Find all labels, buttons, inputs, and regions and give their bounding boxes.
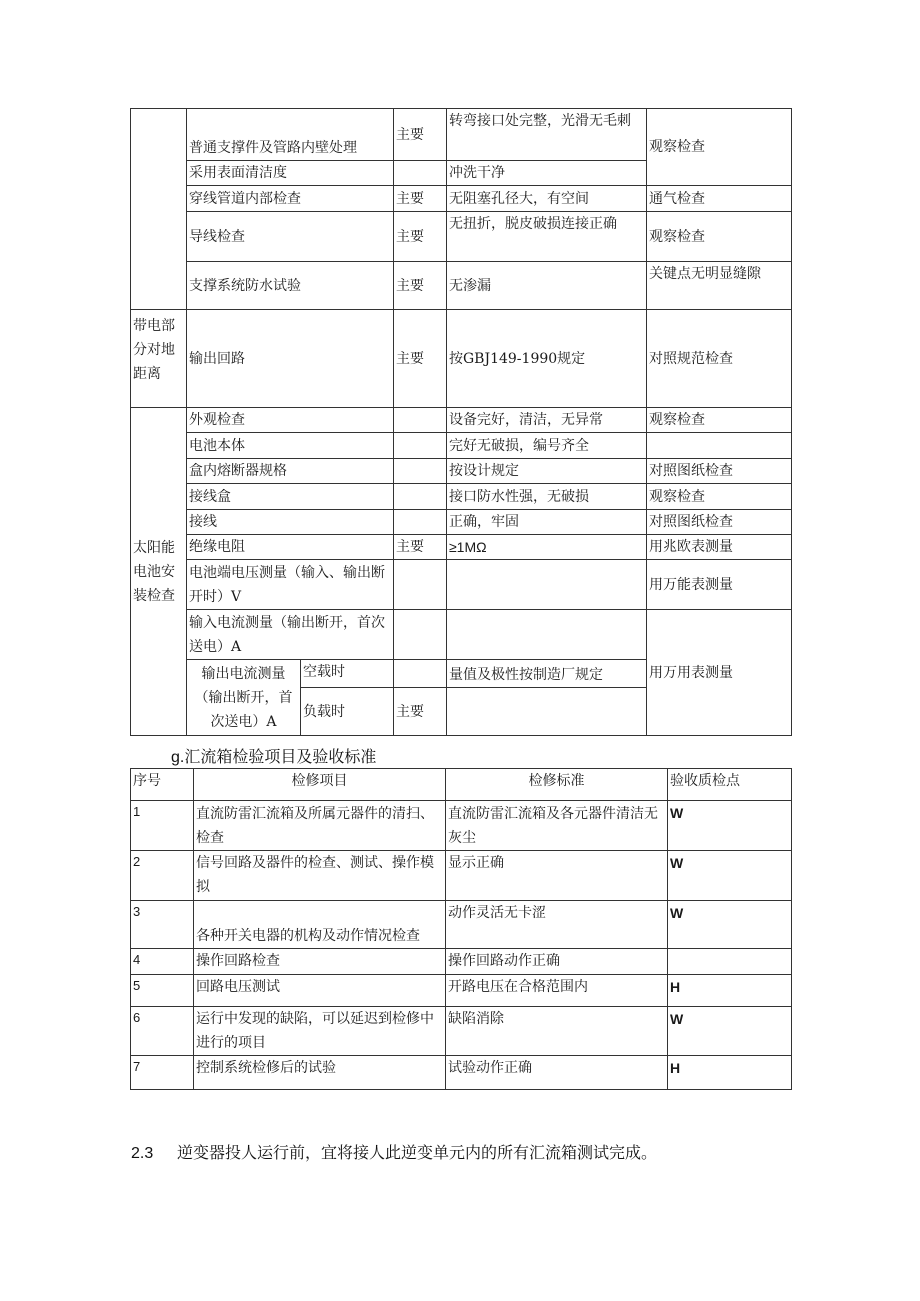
- level-cell: 主要: [394, 262, 447, 310]
- row-no: 3: [131, 901, 194, 949]
- row-item: 信号回路及器件的检查、测试、操作模拟: [194, 851, 446, 901]
- item-cell: 穿线管道内部检查: [187, 186, 394, 212]
- row-standard: 试验动作正确: [446, 1056, 668, 1090]
- note-number: 2.3: [131, 1145, 154, 1162]
- method-cell: 关键点无明显缝隙: [647, 262, 792, 310]
- row-checkpoint: W: [668, 1007, 792, 1056]
- row-standard: 缺陷消除: [446, 1007, 668, 1056]
- standard-cell: 无渗漏: [447, 262, 647, 310]
- standard-cell: 按设计规定: [447, 459, 647, 484]
- level-cell: 主要: [394, 310, 447, 408]
- item-cell: 普通支撑件及管路内壁处理: [187, 109, 394, 161]
- item-cell: 电池本体: [187, 433, 394, 459]
- item-cell-output-current: 输出电流测量（输出断开，首次送电）A: [187, 660, 301, 736]
- level-cell: 主要: [394, 212, 447, 262]
- header-checkpoint: 验收质检点: [668, 769, 792, 801]
- section-g-title: g.汇流箱检验项目及验收标准: [171, 749, 377, 766]
- method-cell: 对照图纸检查: [647, 510, 792, 535]
- level-cell: 主要: [394, 109, 447, 161]
- item-cell: 接线盒: [187, 484, 394, 510]
- level-cell: [394, 433, 447, 459]
- level-cell: [394, 484, 447, 510]
- level-cell: [394, 660, 447, 688]
- method-cell: 对照规范检查: [647, 310, 792, 408]
- row-item: 直流防雷汇流箱及所属元器件的清扫、检查: [194, 801, 446, 851]
- row-no: 2: [131, 851, 194, 901]
- no-load-cell: 空载时: [301, 660, 394, 688]
- row-checkpoint: H: [668, 975, 792, 1007]
- level-cell: [394, 560, 447, 610]
- item-cell: 采用表面清洁度: [187, 161, 394, 186]
- row-item: 回路电压测试: [194, 975, 446, 1007]
- method-cell: 通气检查: [647, 186, 792, 212]
- note-paragraph: [131, 1140, 657, 1163]
- item-cell: 导线检查: [187, 212, 394, 262]
- item-cell: 支撑系统防水试验: [187, 262, 394, 310]
- full-load-cell: 负载时: [301, 688, 394, 736]
- item-cell: 绝缘电阻: [187, 535, 394, 560]
- row-no: 7: [131, 1056, 194, 1090]
- standard-cell: 完好无破损，编号齐全: [447, 433, 647, 459]
- row-checkpoint: W: [668, 851, 792, 901]
- standard-cell: [447, 688, 647, 736]
- group-cell-blank: [131, 109, 187, 310]
- level-cell: [394, 510, 447, 535]
- method-cell: 用兆欧表测量: [647, 535, 792, 560]
- standard-cell: 无阻塞孔径大，有空间: [447, 186, 647, 212]
- item-cell: 接线: [187, 510, 394, 535]
- level-cell: 主要: [394, 535, 447, 560]
- row-no: 5: [131, 975, 194, 1007]
- standard-cell: 按GBJ149-1990规定: [447, 310, 647, 408]
- row-item: 控制系统检修后的试验: [194, 1056, 446, 1090]
- row-standard: 显示正确: [446, 851, 668, 901]
- header-standard: 检修标准: [446, 769, 668, 801]
- level-cell: [394, 610, 447, 660]
- level-cell: 主要: [394, 688, 447, 736]
- note-text: 逆变器投人运行前，宜将接人此逆变单元内的所有汇流箱测试完成。: [177, 1145, 658, 1162]
- item-cell: 盒内熔断器规格: [187, 459, 394, 484]
- standard-cell: 无扭折，脱皮破损连接正确: [447, 212, 647, 262]
- row-checkpoint: W: [668, 801, 792, 851]
- row-item: 各种开关电器的机构及动作情况检查: [194, 901, 446, 949]
- header-item: 检修项目: [194, 769, 446, 801]
- row-standard: 动作灵活无卡涩: [446, 901, 668, 949]
- method-cell: 用万用表测量: [647, 610, 792, 736]
- level-cell: [394, 408, 447, 433]
- row-standard: 操作回路动作正确: [446, 949, 668, 975]
- item-cell-voltage: 电池端电压测量（输入、输出断开时）V: [187, 560, 394, 610]
- row-checkpoint: H: [668, 1056, 792, 1090]
- standard-cell: 接口防水性强，无破损: [447, 484, 647, 510]
- level-cell: [394, 459, 447, 484]
- row-item: 操作回路检查: [194, 949, 446, 975]
- row-no: 6: [131, 1007, 194, 1056]
- method-cell: 观察检查: [647, 212, 792, 262]
- standard-cell: ≥1MΩ: [447, 535, 647, 560]
- method-cell: 观察检查: [647, 408, 792, 433]
- combiner-box-table: [130, 768, 792, 1090]
- standard-cell: 量值及极性按制造厂规定: [447, 660, 647, 688]
- item-cell: 输出回路: [187, 310, 394, 408]
- standard-cell: 正确，牢固: [447, 510, 647, 535]
- level-cell: 主要: [394, 186, 447, 212]
- item-cell: 外观检查: [187, 408, 394, 433]
- row-standard: 开路电压在合格范围内: [446, 975, 668, 1007]
- method-cell: 用万能表测量: [647, 560, 792, 610]
- inspection-table-top: [130, 108, 792, 736]
- row-checkpoint: [668, 949, 792, 975]
- method-cell: 对照图纸检查: [647, 459, 792, 484]
- header-no: 序号: [131, 769, 194, 801]
- standard-cell: 冲洗干净: [447, 161, 647, 186]
- standard-cell: 设备完好，清洁，无异常: [447, 408, 647, 433]
- method-cell: [647, 433, 792, 459]
- standard-cell: 转弯接口处完整，光滑无毛刺: [447, 109, 647, 161]
- standard-cell: [447, 560, 647, 610]
- row-no: 1: [131, 801, 194, 851]
- item-cell-input-current: 输入电流测量（输出断开，首次送电）A: [187, 610, 394, 660]
- level-cell: [394, 161, 447, 186]
- row-item: 运行中发现的缺陷，可以延迟到检修中进行的项目: [194, 1007, 446, 1056]
- row-no: 4: [131, 949, 194, 975]
- group-cell-solar-install: 太阳能电池安装检查: [131, 408, 187, 736]
- standard-cell: [447, 610, 647, 660]
- row-standard: 直流防雷汇流箱及各元器件清洁无灰尘: [446, 801, 668, 851]
- row-checkpoint: W: [668, 901, 792, 949]
- method-cell: 观察检查: [647, 484, 792, 510]
- group-cell-ground-distance: 带电部分对地距离: [131, 310, 187, 408]
- method-cell: 观察检查: [647, 109, 792, 186]
